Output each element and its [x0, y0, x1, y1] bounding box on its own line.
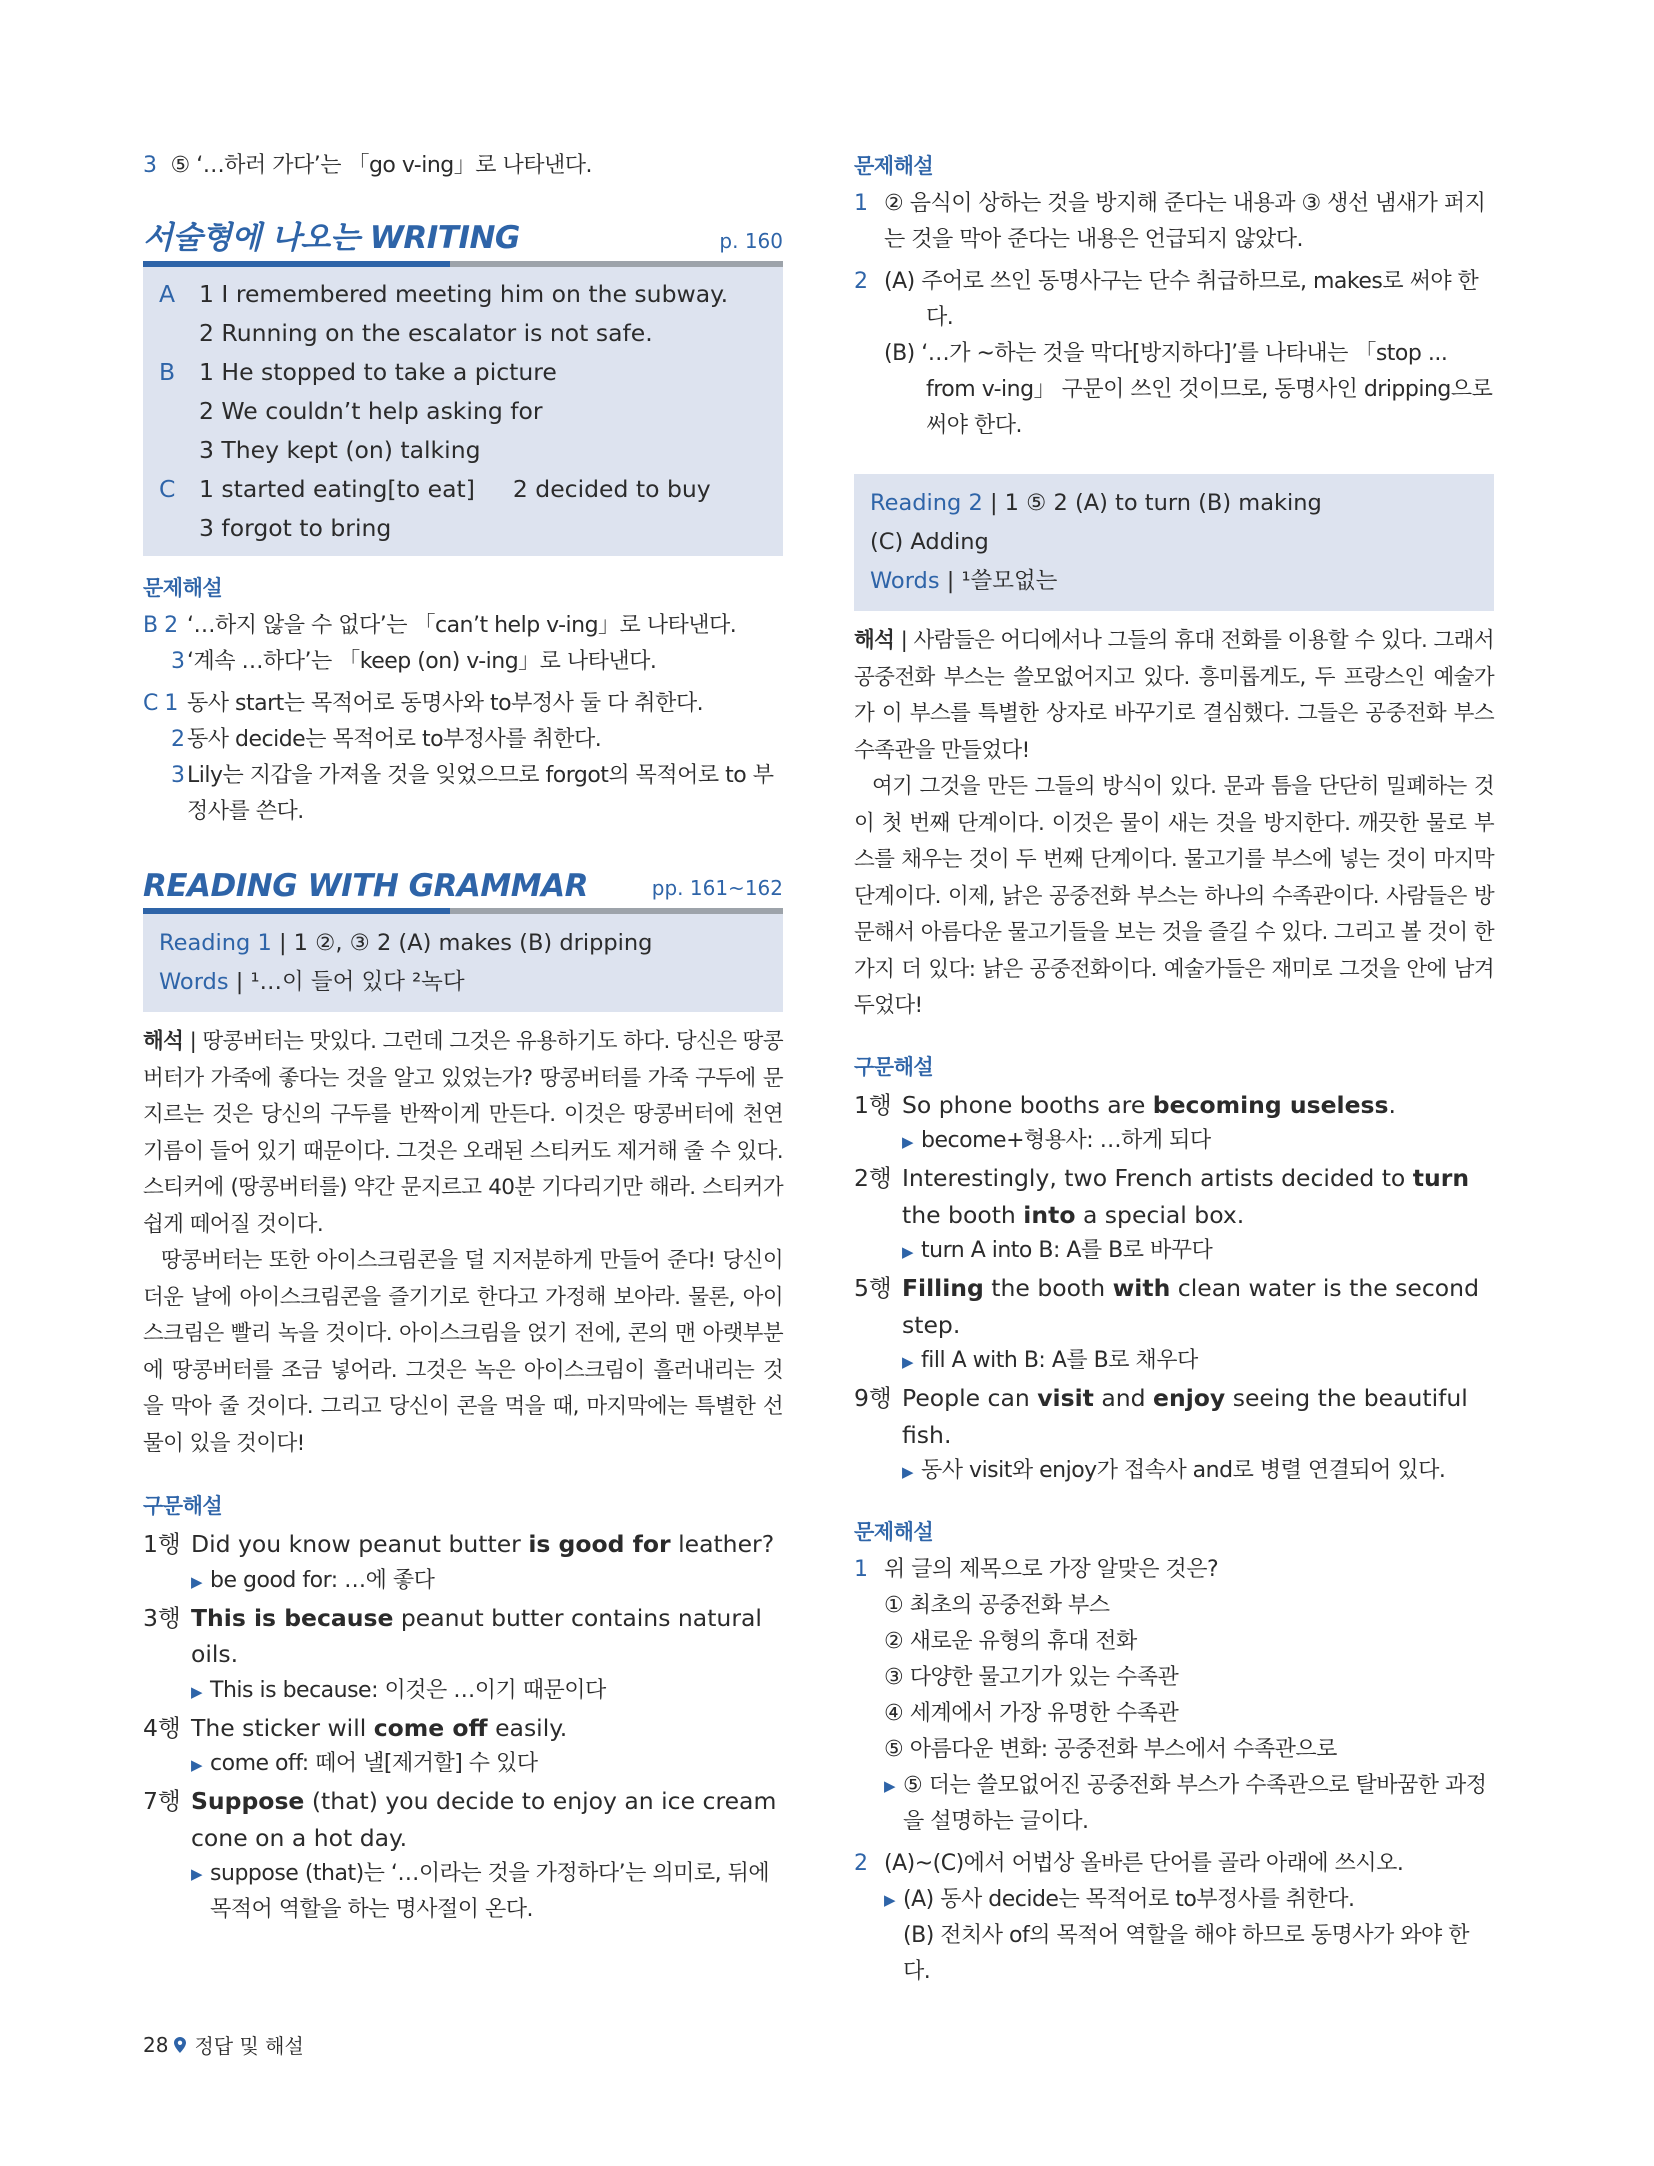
grammar-item: 9행 People can visit and enjoy seeing the beautiful fish.: [854, 1384, 1468, 1449]
right-column: [854, 150, 1494, 1990]
grammar-item: 5행 Filling the booth with clean water is the second step.: [854, 1274, 1479, 1339]
grammar-item: 1행 Did you know peanut butter is good for leather?: [143, 1530, 775, 1558]
explanation-section: 문제해설 1 ② 음식이 상하는 것을 방지해 준다는 내용과 ③ 생선 냄새가 퍼지는 것을 막아 준다는 내용은 언급되지 않았다. 2 (A) 주어로 쓰인 동명사구는 단수 취급하므로, makes로 써야 한다. (B) ‘…가 ~하는 것을 막다[방지하다]’를 나타내는 「stop ... from v-ing」 구문이 쓰인 것이므로, 동명사인 dripping으로 써야 한다.: [854, 150, 1494, 444]
reading2-answer-box: Reading 2 | 1 ⑤ 2 (A) to turn (B) making (C) Adding Words | ¹쓸모없는: [854, 474, 1494, 611]
triangle-bullet-icon: ▶: [884, 1891, 896, 1909]
triangle-bullet-icon: ▶: [902, 1133, 914, 1151]
grammar-notes-section: 구문해설 1행 So phone booths are becoming useless. ▶ become+형용사: …하게 되다 2행 Interestingly, two French artists decided to turn the booth into a special box. ▶ turn A into B: A를 B로 바꾸다 5행 Filling the booth with clean water is the second step. ▶ fill A with B: A를 B로 채우다 9행 People can visit and enjoy seeing the beautiful fish. ▶ 동사 visit와 enjoy가 접속사 and로 병렬 연결되어 있다.: [854, 1051, 1494, 1491]
page-footer: [143, 2030, 304, 2059]
triangle-bullet-icon: ▶: [902, 1243, 914, 1261]
translation-section: [854, 623, 1494, 1025]
answer-row: 3 They kept (on) talking: [199, 436, 481, 464]
triangle-bullet-icon: ▶: [191, 1572, 203, 1591]
reading1-answer-box: Reading 1 | 1 ②, ③ 2 (A) makes (B) dripping Words | ¹…이 들어 있다 ²녹다: [143, 914, 783, 1012]
writing-answer-box: [143, 267, 783, 556]
page-number: 28: [143, 2032, 169, 2057]
triangle-bullet-icon: ▶: [884, 1777, 896, 1795]
left-column: [143, 148, 783, 1928]
answer-row: A 1 I remembered meeting him on the subway.: [159, 280, 729, 308]
answer-row: B 1 He stopped to take a picture: [159, 358, 557, 386]
translation-section: [143, 1024, 783, 1462]
explanation-heading: 문제해설: [854, 1520, 934, 1544]
grammar-heading: 구문해설: [143, 1494, 223, 1518]
grammar-item: 4행 The sticker will come off easily.: [143, 1713, 568, 1742]
grammar-item: 3행 This is because peanut butter contains natural oils.: [143, 1603, 762, 1668]
answer-row: C 1 started eating[to eat] 2 decided to buy: [159, 475, 711, 503]
triangle-bullet-icon: ▶: [902, 1463, 914, 1481]
translation-paragraph: 여기 그것을 만든 그들의 방식이 있다. 문과 틈을 단단히 밀폐하는 것이 첫 번째 단계이다. 이것은 물이 새는 것을 방지한다. 깨끗한 물로 부스를 채우는 것이 두 번째 단계이다. 물고기를 부스에 넣는 것이 마지막 단계이다. 이제, 낡은 공중전화 부스는 하나의 수족관이다. 사람들은 방문해서 아름다운 물고기들을 보는 것을 즐길 수 있다. 그리고 볼 것이 한 가지 더 있다: 낡은 공중전화이다. 예술가들은 재미로 그것을 안에 남겨 두었다!: [854, 774, 1494, 1018]
writing-title: 서술형에 나오는 WRITING: [143, 220, 520, 256]
grammar-heading: 구문해설: [854, 1054, 934, 1079]
answer-line-3: 3 ⑤ ‘…하러 가다’는 「go v-ing」로 나타낸다.: [143, 153, 593, 178]
grammar-item: 2행 Interestingly, two French artists decided to turn the booth into a special box.: [854, 1164, 1470, 1229]
explanation-section-2: 문제해설 1 위 글의 제목으로 가장 알맞은 것은? ① 최초의 공중전화 부스 ② 새로운 유형의 휴대 전화 ③ 다양한 물고기가 있는 수족관 ④ 세계에서 가장 유명한 수족관 ⑤ 아름다운 변화: 공중전화 부스에서 수족관으로 ▶ ⑤ 더는 쓸모없어진 공중전화 부스가 수족관으로 탈바꿈한 과정을 설명하는 글이다. 2 (A)~(C)에서 어법상 올바른 단어를 골라 아래에 쓰시오. ▶ (A) 동사 decide는 목적어로 to부정사를 취한다. (B) 전치사 of의 목적어 역할을 해야 하므로 동명사가 와야 한다.: [854, 1516, 1494, 1990]
option-item: ⑤ 아름다운 변화: 공중전화 부스에서 수족관으로: [884, 1737, 1337, 1762]
answer-row: 2 Running on the escalator is not safe.: [199, 319, 653, 347]
translation-paragraph: 해석 | 사람들은 어디에서나 그들의 휴대 전화를 이용할 수 있다. 그래서 공중전화 부스는 쓸모없어지고 있다. 흥미롭게도, 두 프랑스인 예술가가 이 부스를 특별한 상자로 바꾸기로 결심했다. 그들은 공중전화 부스 수족관을 만들었다!: [854, 628, 1495, 763]
section-rule: [143, 908, 783, 914]
option-item: ③ 다양한 물고기가 있는 수족관: [884, 1665, 1179, 1690]
triangle-bullet-icon: ▶: [191, 1865, 203, 1883]
explanation-heading: 문제해설: [854, 154, 934, 178]
explanation-heading: 문제해설: [143, 576, 223, 600]
answer-row: 3 forgot to bring: [199, 514, 392, 542]
grammar-notes-section: 구문해설 1행 Did you know peanut butter is good for leather? ▶ be good for: …에 좋다 3행 This is because peanut butter contains natural oils. ▶ This is because: 이것은 …이기 때문이다 4행 The sticker will come off easily. ▶ come off: 떼어 낼[제거할] 수 있다 7행 Suppose (that) you decide to enjoy an ice cream cone on a hot day. ▶ suppose (that)는 ‘…이라는 것을 가정하다’는 의미로, 뒤에 목적어 역할을 하는 명사절이 온다.: [143, 1490, 783, 1928]
explanation-section: 문제해설 B 2 ‘…하지 않을 수 없다’는 「can’t help v-ing」로 나타낸다. 3 ‘계속 …하다’는 「keep (on) v-ing」로 나타낸다. C 1 동사 start는 목적어로 동명사와 to부정사 둘 다 취한다. 2 동사 decide는 목적어로 to부정사를 취한다. 3 Lily는 지갑을 가져올 것을 잊었으므로 forgot의 목적어로 to 부정사를 쓴다.: [143, 572, 783, 830]
triangle-bullet-icon: ▶: [191, 1682, 203, 1701]
translation-paragraph: 해석 | 땅콩버터는 맛있다. 그런데 그것은 유용하기도 하다. 당신은 땅콩버터가 가죽에 좋다는 것을 알고 있었는가? 땅콩버터를 가죽 구두에 문지르는 것은 당신의 구두를 반짝이게 만든다. 이것은 땅콩버터에 천연 기름이 들어 있기 때문이다. 그것은 오래된 스티커도 제거해 줄 수 있다. 스티커에 (땅콩버터를) 약간 문지르고 40분 기다리기만 해라. 스티커가 쉽게 떼어질 것이다.: [143, 1029, 784, 1237]
option-item: ④ 세계에서 가장 유명한 수족관: [884, 1701, 1179, 1726]
writing-section: [143, 212, 783, 556]
footer-label: 정답 및 해설: [194, 2034, 304, 2058]
reading-grammar-title: READING WITH GRAMMAR: [143, 868, 588, 904]
location-pin-icon: [174, 2037, 186, 2053]
translation-paragraph: 땅콩버터는 또한 아이스크림콘을 덜 지저분하게 만들어 준다! 당신이 더운 날에 아이스크림콘을 즐기기로 한다고 가정해 보아라. 물론, 아이스크림은 빨리 녹을 것이다. 아이스크림을 얹기 전에, 콘의 맨 아랫부분에 땅콩버터를 조금 넣어라. 그것은 녹은 아이스크림이 흘러내리는 것을 막아 줄 것이다. 그리고 당신이 콘을 먹을 때, 마지막에는 특별한 선물이 있을 것이다!: [143, 1248, 783, 1456]
reading-grammar-pages: pp. 161~162: [651, 876, 783, 900]
grammar-item: 1행 So phone booths are becoming useless.: [854, 1090, 1396, 1119]
option-item: ② 새로운 유형의 휴대 전화: [884, 1629, 1137, 1654]
triangle-bullet-icon: ▶: [191, 1756, 203, 1774]
section-rule: [143, 261, 783, 267]
writing-page: p. 160: [719, 229, 783, 253]
option-item: ① 최초의 공중전화 부스: [884, 1593, 1110, 1618]
reading-with-grammar-section: [143, 868, 783, 1012]
answer-row: 2 We couldn’t help asking for: [199, 397, 543, 425]
grammar-item: 7행 Suppose (that) you decide to enjoy an ice cream cone on a hot day.: [143, 1787, 777, 1852]
triangle-bullet-icon: ▶: [902, 1353, 914, 1371]
